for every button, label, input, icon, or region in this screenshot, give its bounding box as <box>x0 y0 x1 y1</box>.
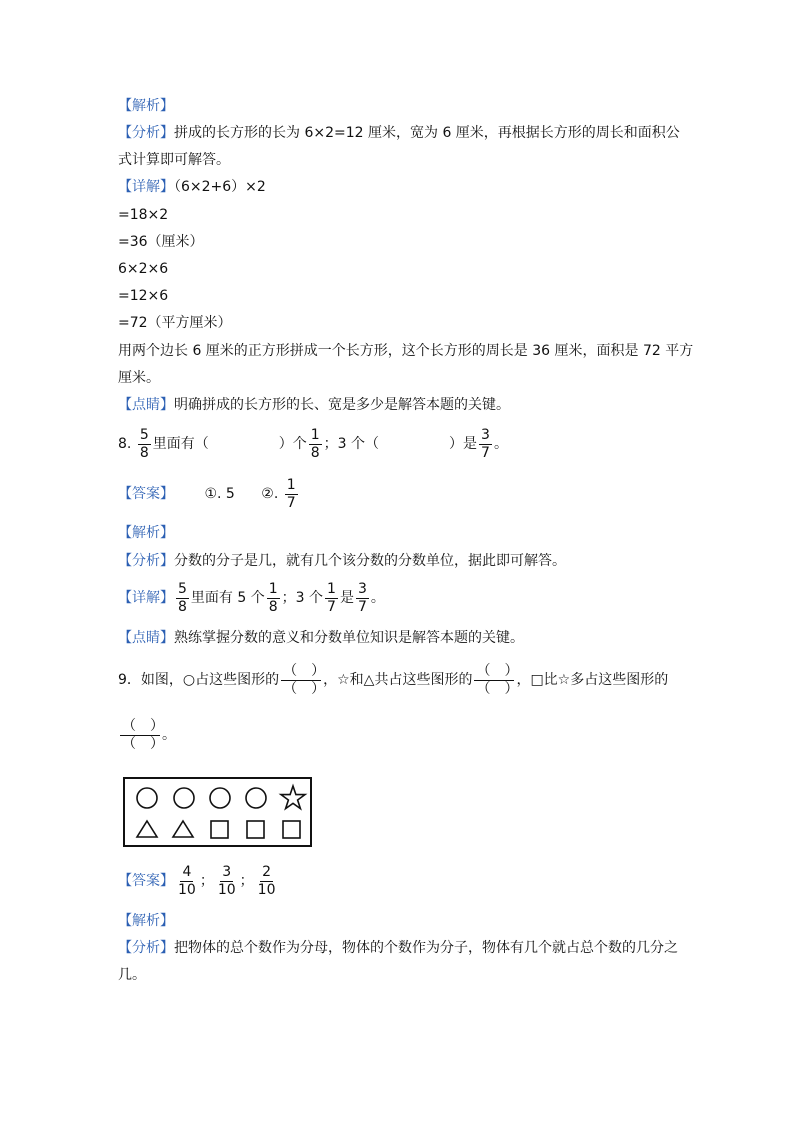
answer-item: ①. 5 <box>204 486 235 502</box>
detail-text: ；3 个 <box>281 590 324 606</box>
detail-text: 里面有 5 个 <box>190 590 265 606</box>
fenxi-text: 拼成的长方形的长为 6×2=12 厘米，宽为 6 厘米，再根据长方形的周长和面积公 <box>174 125 680 141</box>
dianjing-text: 熟练掌握分数的意义和分数单位知识是解答本题的关键。 <box>174 630 524 646</box>
calc-step: 6×2×6 <box>118 261 169 277</box>
square-shape <box>283 821 300 838</box>
question-text: 里面有（ <box>152 436 209 452</box>
fenxi-text: 分数的分子是几，就有几个该分数的分数单位，据此即可解答。 <box>174 553 566 569</box>
triangle-shape <box>137 821 157 837</box>
circle-shape <box>210 788 230 808</box>
calc-step: =36（厘米） <box>118 234 204 250</box>
question-8 <box>118 426 508 462</box>
fenxi-line <box>118 551 566 571</box>
dianjing-tag: 【点睛】 <box>118 630 174 646</box>
question-text: ，□比☆多占这些图形的 <box>516 672 669 688</box>
conclusion-text: 用两个边长 6 厘米的正方形拼成一个长方形，这个长方形的周长是 36 厘米，面积是 72 平方 <box>118 343 694 359</box>
fraction-blank: $\frac{( )}{( )}$ <box>283 662 326 697</box>
fraction: $\frac{5}{8}$ <box>178 580 187 615</box>
fraction: $\frac{5}{8}$ <box>139 426 149 461</box>
xiangjie-line <box>118 580 385 616</box>
jiexi-heading: 【解析】 <box>118 913 174 929</box>
star-shape <box>281 786 305 809</box>
fenxi-continuation: 式计算即可解答。 <box>118 152 230 168</box>
dianjing-tag: 【点睛】 <box>118 397 174 413</box>
conclusion-continuation: 厘米。 <box>118 370 160 386</box>
question-text: 。 <box>162 727 176 743</box>
jiexi-heading: 【解析】 <box>118 525 174 541</box>
question-text: 。 <box>493 436 508 452</box>
fenxi-text: 把物体的总个数作为分母，物体的个数作为分子，物体有几个就占总个数的几分之 <box>174 940 678 956</box>
separator: ； <box>239 873 254 889</box>
answer-line <box>118 476 300 512</box>
calc-step: =18×2 <box>118 207 169 223</box>
xiangjie-tag: 【详解】 <box>118 179 174 195</box>
question-text: ）是 <box>449 436 478 452</box>
fenxi-tag: 【分析】 <box>118 940 174 956</box>
square-shape <box>247 821 264 838</box>
fenxi-tag: 【分析】 <box>118 553 174 569</box>
fraction: $\frac{1}{7}$ <box>327 580 336 615</box>
fraction-blank: $\frac{( )}{( )}$ <box>476 662 519 697</box>
fraction: $\frac{2}{10}$ <box>257 863 276 898</box>
fraction: $\frac{1}{7}$ <box>286 476 296 511</box>
fenxi-line <box>118 123 680 143</box>
fraction: $\frac{3}{7}$ <box>481 426 490 461</box>
answer-tag: 【答案】 <box>118 486 174 502</box>
fraction-blank: $\frac{( )}{( )}$ <box>122 717 164 752</box>
circle-shape <box>137 788 157 808</box>
fraction: $\frac{3}{10}$ <box>217 863 236 898</box>
detail-text: 。 <box>370 590 385 606</box>
fraction: $\frac{4}{10}$ <box>178 863 196 898</box>
question-text: ，☆和△共占这些图形的 <box>323 672 473 688</box>
question-9-continuation <box>118 716 176 754</box>
separator: ； <box>199 873 214 889</box>
shapes-svg <box>125 779 310 845</box>
square-shape <box>211 821 228 838</box>
calc-step: （6×2+6）×2 <box>174 179 266 195</box>
dianjing-text: 明确拼成的长方形的长、宽是多少是解答本题的关键。 <box>174 397 510 413</box>
answer-item: ②. <box>261 486 279 502</box>
shapes-figure <box>123 777 312 847</box>
question-number: 8. <box>118 436 132 452</box>
fraction: $\frac{1}{8}$ <box>310 426 320 461</box>
circle-shape <box>174 788 194 808</box>
answer-tag: 【答案】 <box>118 873 174 889</box>
calc-step: =12×6 <box>118 288 169 304</box>
circle-shape <box>246 788 266 808</box>
question-text: ；3 个（ <box>323 436 380 452</box>
fenxi-tag: 【分析】 <box>118 125 174 141</box>
triangle-shape <box>173 821 193 837</box>
question-text: 9．如图，○占这些图形的 <box>118 672 280 688</box>
question-text: ）个 <box>278 436 307 452</box>
question-9 <box>118 661 668 699</box>
dianjing-line <box>118 395 510 415</box>
jiexi-heading: 【解析】 <box>118 98 174 114</box>
fenxi-continuation: 几。 <box>118 967 146 983</box>
fraction: $\frac{1}{8}$ <box>268 580 278 615</box>
calc-step: =72（平方厘米） <box>118 315 232 331</box>
detail-text: 是 <box>339 590 354 606</box>
xiangjie-tag: 【详解】 <box>118 590 174 606</box>
answer-line <box>118 862 279 900</box>
fenxi-line <box>118 938 678 958</box>
fraction: $\frac{3}{7}$ <box>357 580 367 615</box>
dianjing-line <box>118 628 524 648</box>
xiangjie-line <box>118 177 266 197</box>
